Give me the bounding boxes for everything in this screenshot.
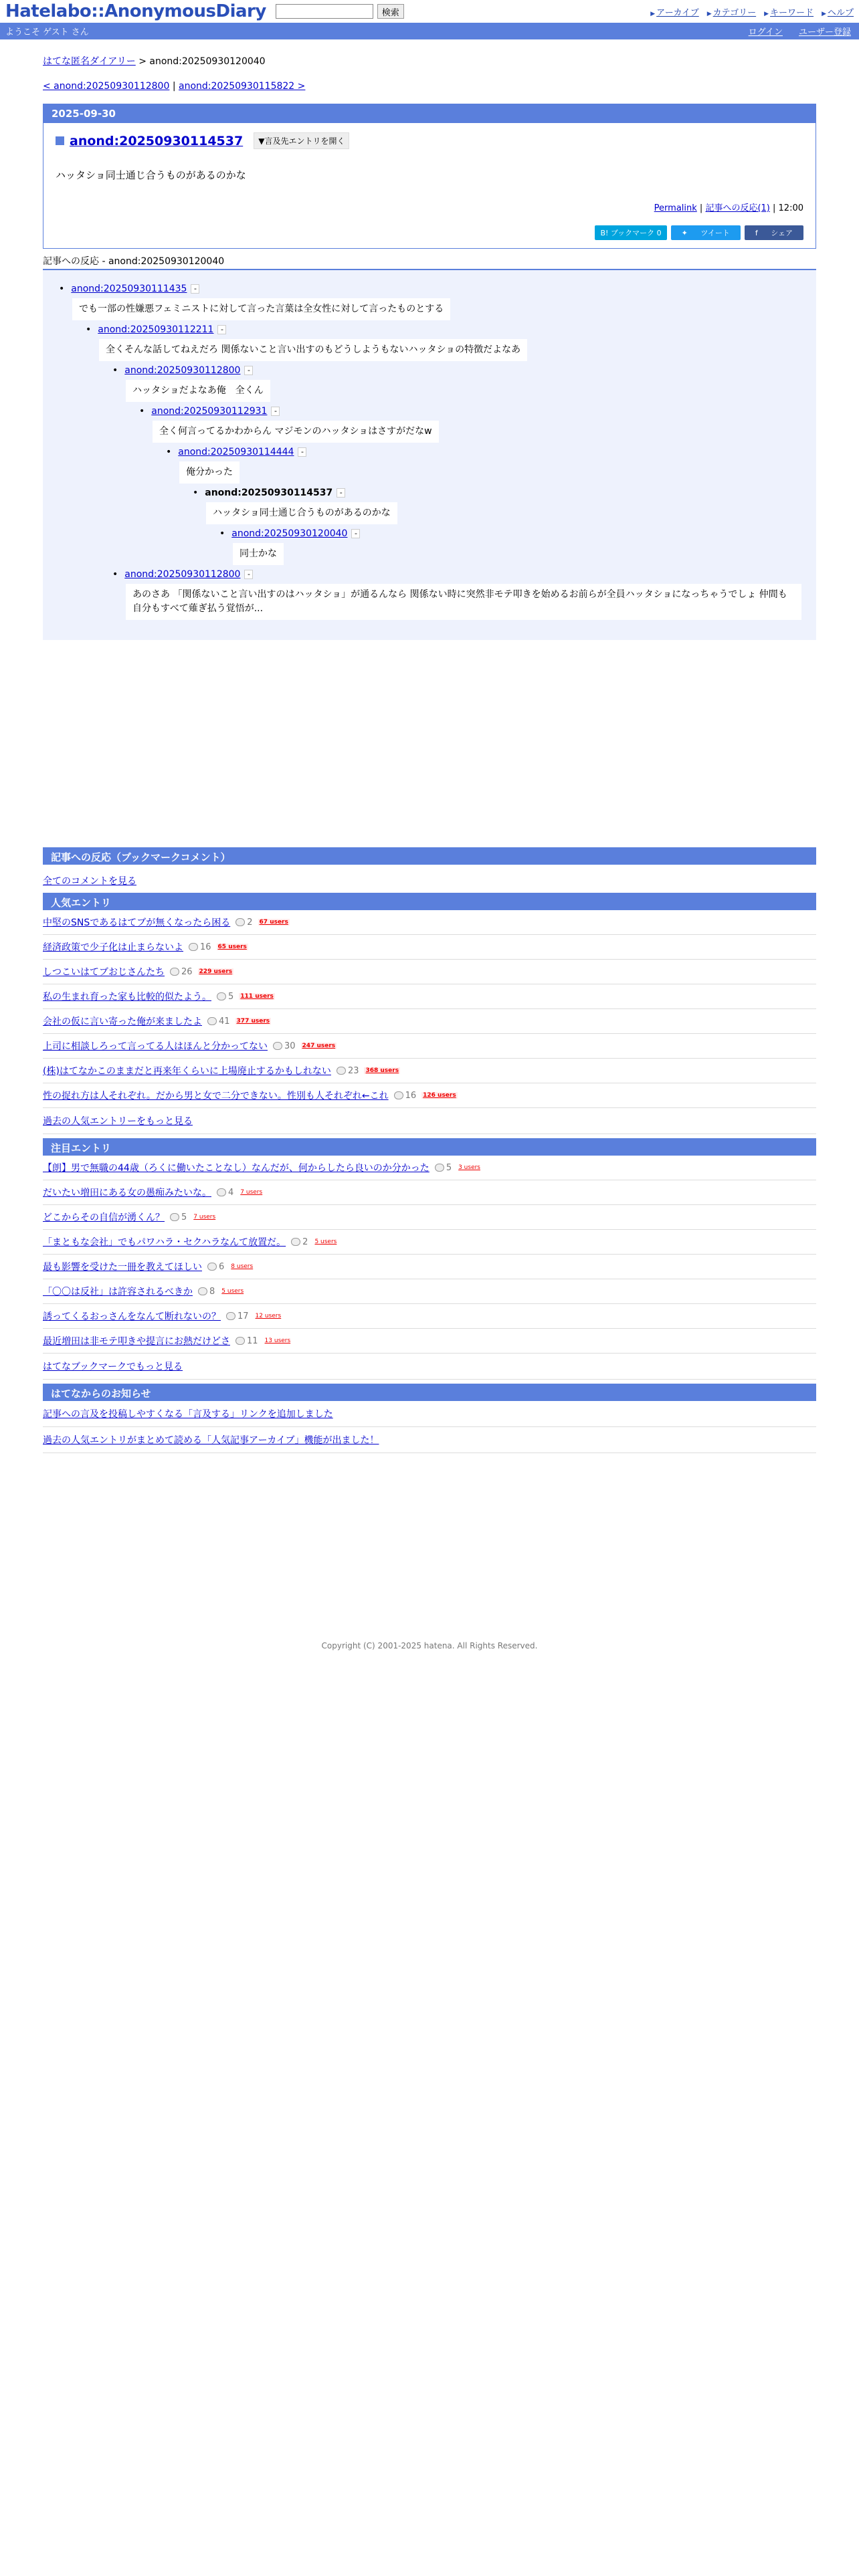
entry-link[interactable]: 最も影響を受けた一冊を教えてほしい: [43, 1262, 202, 1273]
comment-count[interactable]: [226, 1311, 249, 1321]
nav-keyword-link[interactable]: ▶ キーワード: [764, 5, 814, 18]
bookmark-comments-heading: 記事への反応（ブックマークコメント）: [43, 847, 816, 865]
entry-row: [43, 1329, 816, 1354]
comment-count[interactable]: [235, 1336, 258, 1346]
bookmark-users-badge[interactable]: 247 users: [302, 1043, 336, 1049]
comment-bubble-icon: [189, 943, 198, 951]
collapse-button[interactable]: -: [191, 284, 199, 294]
reaction-item: [86, 324, 800, 361]
comment-count-value: 16: [405, 1090, 417, 1101]
entry-link[interactable]: (株)はてなかこのままだと再来年くらいに上場廃止するかもしれない: [43, 1066, 331, 1077]
comment-bubble-icon: [226, 1312, 235, 1320]
bookmark-users-badge[interactable]: 13 users: [264, 1337, 291, 1344]
open-reference-button[interactable]: ▼言及先エントリを開く: [254, 132, 349, 149]
entry-link[interactable]: どこからその自信が湧くん？: [43, 1212, 165, 1223]
comment-count-value: 23: [347, 1065, 359, 1076]
reaction-link[interactable]: • anond:20250930112211: [98, 324, 214, 335]
bookmark-users-badge[interactable]: 8 users: [231, 1263, 254, 1270]
reaction-link[interactable]: • anond:20250930120040: [231, 528, 348, 539]
comment-count-value: 2: [247, 917, 253, 928]
bookmark-users-badge[interactable]: 368 users: [365, 1067, 399, 1074]
ad-space: [43, 640, 816, 847]
register-link[interactable]: ユーザー登録: [798, 27, 851, 37]
popular-entries-heading: 人気エントリ: [43, 893, 816, 910]
collapse-button[interactable]: -: [271, 407, 280, 416]
reaction-link[interactable]: • anond:20250930112800: [124, 365, 241, 376]
comment-bubble-icon: [170, 968, 179, 976]
reaction-item: [112, 569, 800, 620]
breadcrumb: [43, 54, 816, 68]
entry-row: [43, 1034, 816, 1059]
collapse-button[interactable]: -: [217, 325, 226, 334]
comment-bubble-icon: [217, 1188, 226, 1196]
tweet-icon: ✦: [681, 229, 690, 237]
comment-bubble-icon: [394, 1091, 403, 1099]
reactions-link[interactable]: 記事への反応(1): [705, 203, 770, 213]
entry-row: [43, 935, 816, 960]
welcome-bar: [0, 23, 859, 39]
comment-count-value: 6: [219, 1261, 225, 1272]
entry-row: [43, 1156, 816, 1180]
collapse-button[interactable]: -: [244, 570, 253, 579]
comment-count-value: 26: [181, 966, 193, 977]
reaction-text: あのさあ 「関係ないこと言い出すのはハッタショ」が通るんなら 関係ない時に突然非モテ叩きを始めるお前らが全員ハッタショになっちゃうでしょ 仲間も自分もすべて薙ぎ払う覚悟が...: [126, 584, 801, 620]
entry-body-text: ハッタショ同士通じ合うものがあるのかな: [56, 169, 246, 181]
comment-bubble-icon: [291, 1238, 300, 1246]
entry-row: [43, 1279, 816, 1304]
day-section: [43, 104, 816, 249]
entry-link[interactable]: 性の捉れ方は人それぞれ。だから男と女で二分できない。性別も人それぞれ←これ: [43, 1091, 389, 1101]
collapse-button[interactable]: -: [351, 529, 360, 538]
entry-row: [43, 1205, 816, 1230]
collapse-button[interactable]: -: [298, 447, 306, 457]
reaction-text: ハッタショだよなあ俺 全くん: [126, 380, 270, 402]
entry-link[interactable]: 上司に相談しろって言ってる人はほんと分かってない: [43, 1041, 268, 1052]
comment-count-value: 41: [219, 1016, 230, 1027]
reactions-heading: 記事への反応 - anond:20250930120040: [43, 254, 816, 270]
collapse-button[interactable]: -: [244, 366, 253, 375]
site-header: [0, 0, 859, 23]
comment-bubble-icon: [207, 1263, 217, 1271]
comment-count[interactable]: [217, 1188, 233, 1198]
search-input[interactable]: [276, 4, 373, 19]
entry-link[interactable]: 私の生まれ育った家も比較的似たよう。: [43, 992, 211, 1002]
prev-next-separator: |: [172, 81, 176, 92]
breadcrumb-root-link[interactable]: はてな匿名ダイアリー: [43, 56, 136, 67]
reaction-text: 同士かな: [233, 543, 284, 565]
bookmark-users-badge[interactable]: 65 users: [217, 944, 247, 950]
entry-row: [43, 1009, 816, 1034]
facebook-label: シェア: [771, 229, 793, 237]
facebook-icon: f: [755, 229, 761, 237]
comment-count-value: 17: [237, 1311, 249, 1321]
comment-bubble-icon: [235, 918, 245, 926]
entry-row: [43, 960, 816, 984]
comment-count[interactable]: [198, 1287, 215, 1297]
top-nav: [650, 5, 854, 18]
reaction-text: 俺分かった: [179, 461, 240, 484]
reaction-link[interactable]: • anond:20250930114444: [178, 447, 294, 457]
bookmark-users-badge[interactable]: 377 users: [236, 1018, 270, 1025]
comment-bubble-icon: [198, 1287, 207, 1295]
nav-category-link[interactable]: ▶ カテゴリー: [707, 5, 756, 18]
bookmark-users-badge[interactable]: 5 users: [221, 1288, 244, 1295]
entry-footer: Permalink | 記事への反応(1) | 12:00: [654, 203, 803, 213]
comment-count[interactable]: [291, 1237, 308, 1247]
entry-title-link[interactable]: anond:20250930114537: [70, 133, 244, 148]
site-logo[interactable]: Hatelabo::AnonymousDiary: [5, 1, 266, 21]
comment-count-value: 2: [302, 1237, 308, 1247]
footer-copyright: Copyright (C) 2001-2025 hatena. All Rights Reserved.: [321, 1641, 538, 1650]
reaction-text: でも一部の性嫌悪フェミニストに対して言った言葉は全女性に対して言ったものとする: [72, 298, 450, 320]
prev-next-nav: [43, 81, 816, 92]
day-date: 2025-09-30: [43, 104, 816, 123]
reaction-text: ハッタショ同士通じ合うものがあるのかな: [206, 502, 397, 524]
search-form: [276, 4, 404, 19]
comment-count[interactable]: [394, 1091, 417, 1101]
comment-bubble-icon: [207, 1017, 217, 1025]
all-comments-link[interactable]: 全てのコメントを見る: [43, 876, 136, 887]
bookmark-users-badge[interactable]: 5 users: [314, 1239, 337, 1245]
popular-entries-list: [43, 910, 816, 1108]
entry-row: [43, 910, 816, 935]
comment-count[interactable]: [207, 1262, 224, 1272]
comment-bubble-icon: [217, 992, 226, 1000]
breadcrumb-separator: >: [138, 56, 147, 67]
comment-count[interactable]: [207, 1016, 230, 1027]
reaction-item: [139, 406, 800, 443]
entry-time: 12:00: [778, 203, 803, 213]
entry-link[interactable]: 「まともな会社」でもパワハラ・セクハラなんて放置だ。: [43, 1237, 286, 1248]
tweet-button[interactable]: [671, 225, 741, 240]
search-button[interactable]: 検索: [377, 4, 404, 19]
comment-count-value: 8: [209, 1286, 215, 1297]
bookmark-users-badge[interactable]: 7 users: [240, 1189, 263, 1196]
comment-bubble-icon: [235, 1337, 245, 1345]
bookmark-users-badge[interactable]: 126 users: [423, 1092, 456, 1099]
entry-row: [43, 984, 816, 1009]
comment-count[interactable]: [435, 1163, 452, 1173]
reaction-text: 全く何言ってるかわからん マジモンのハッタショはさすがだなw: [153, 421, 439, 443]
comment-count-value: 16: [200, 942, 211, 952]
comment-count[interactable]: [235, 918, 252, 928]
reaction-text: 全くそんな話してねえだろ 関係ないこと言い出すのもどうしようもないハッタショの特徴だよなあ: [99, 339, 527, 361]
reaction-link-current[interactable]: • anond:20250930114537: [205, 488, 333, 498]
next-entry-link[interactable]: anond:20250930115822 >: [179, 81, 306, 92]
entry-link[interactable]: 最近増田は非モテ叩きや提言にお熱だけどさ: [43, 1336, 230, 1347]
comment-count-value: 30: [284, 1041, 296, 1051]
reaction-item: [166, 447, 800, 484]
reaction-item: [219, 528, 800, 565]
entry-square-icon: [56, 136, 64, 145]
entry-row: [43, 1255, 816, 1279]
entry-title-row: [56, 132, 803, 149]
tweet-label: ツイート: [700, 229, 730, 237]
comment-count[interactable]: [170, 1212, 187, 1222]
nav-archive-link[interactable]: ▶ アーカイブ: [650, 5, 699, 18]
comment-count-value: 5: [228, 991, 234, 1002]
permalink-link[interactable]: Permalink: [654, 203, 697, 213]
reaction-item-current: [193, 488, 800, 524]
comment-count[interactable]: [337, 1066, 359, 1076]
entry-link[interactable]: 誘ってくるおっさんをなんて断れないの？: [43, 1311, 221, 1322]
comment-count[interactable]: [170, 967, 193, 977]
reaction-item: [112, 365, 800, 402]
entry-link[interactable]: 【朗】男で無職の44歳（ろくに働いたことなし）なんだが、何からしたら良いのか分かった: [43, 1163, 430, 1174]
entry-link[interactable]: だいたい増田にある女の愚痴みたいな。: [43, 1188, 211, 1198]
prev-entry-link[interactable]: < anond:20250930112800: [43, 81, 170, 92]
reaction-link[interactable]: • anond:20250930111435: [71, 284, 187, 294]
featured-entries-heading: 注目エントリ: [43, 1138, 816, 1156]
reaction-link[interactable]: • anond:20250930112931: [151, 406, 268, 417]
breadcrumb-current: anond:20250930120040: [149, 56, 266, 67]
comment-bubble-icon: [170, 1213, 179, 1221]
reaction-item: [59, 284, 800, 320]
comment-count[interactable]: [189, 942, 211, 952]
entry-row: [43, 1083, 816, 1108]
hatena-bookmark-button[interactable]: B! ブックマーク 0: [595, 225, 666, 240]
featured-entries-list: [43, 1156, 816, 1354]
comment-count-value: 11: [247, 1335, 258, 1346]
welcome-text: ようこそ ゲスト さん: [5, 27, 89, 37]
login-link[interactable]: ログイン: [748, 27, 783, 37]
collapse-button[interactable]: -: [337, 488, 345, 498]
comment-bubble-icon: [337, 1067, 346, 1075]
entry-row: [43, 1180, 816, 1205]
popular-more-link[interactable]: 過去の人気エントリーをもっと見る: [43, 1116, 193, 1127]
reaction-link[interactable]: • anond:20250930112800: [124, 569, 241, 580]
entry-link[interactable]: 会社の仮に言い寄った俺が来ましたよ: [43, 1016, 202, 1027]
bookmark-users-badge[interactable]: 12 users: [255, 1313, 282, 1319]
reactions-tree: [43, 270, 816, 640]
bookmark-users-badge[interactable]: 7 users: [193, 1214, 216, 1220]
entry-link[interactable]: 経済政策で少子化は止まらないよ: [43, 942, 183, 953]
facebook-share-button[interactable]: [745, 225, 803, 240]
comment-count-value: 5: [446, 1162, 452, 1173]
nav-help-link[interactable]: ▶ ヘルプ: [822, 5, 854, 18]
entry-link[interactable]: 中堅のSNSであるはてブが無くなったら困る: [43, 918, 231, 928]
comment-count[interactable]: [273, 1041, 296, 1051]
entry-row: [43, 1230, 816, 1255]
notice-link[interactable]: 記事への言及を投稿しやすくなる「言及する」リンクを追加しました: [43, 1409, 333, 1420]
notice-link[interactable]: 過去の人気エントリがまとめて読める「人気記事アーカイブ」機能が出ました！: [43, 1435, 379, 1446]
comment-count[interactable]: [217, 992, 233, 1002]
bookmark-users-badge[interactable]: 111 users: [240, 993, 274, 1000]
comment-bubble-icon: [273, 1042, 282, 1050]
comment-bubble-icon: [435, 1164, 444, 1172]
entry-link[interactable]: しつこいはてブおじさんたち: [43, 967, 165, 978]
notice-heading: はてなからのお知らせ: [43, 1384, 816, 1401]
main-content: [43, 39, 816, 1453]
entry-row: [43, 1304, 816, 1329]
share-buttons: [56, 225, 803, 240]
comment-count-value: 4: [228, 1187, 234, 1198]
entry-link[interactable]: 「〇〇は反社」は許容されるべきか: [43, 1287, 193, 1297]
entry-row: [43, 1059, 816, 1083]
bookmark-users-badge[interactable]: 3 users: [458, 1164, 480, 1171]
bookmark-users-badge[interactable]: 229 users: [199, 968, 233, 975]
comment-count-value: 5: [181, 1212, 187, 1222]
bookmark-users-badge[interactable]: 67 users: [259, 919, 288, 926]
featured-more-link[interactable]: はてなブックマークでもっと見る: [43, 1362, 183, 1372]
